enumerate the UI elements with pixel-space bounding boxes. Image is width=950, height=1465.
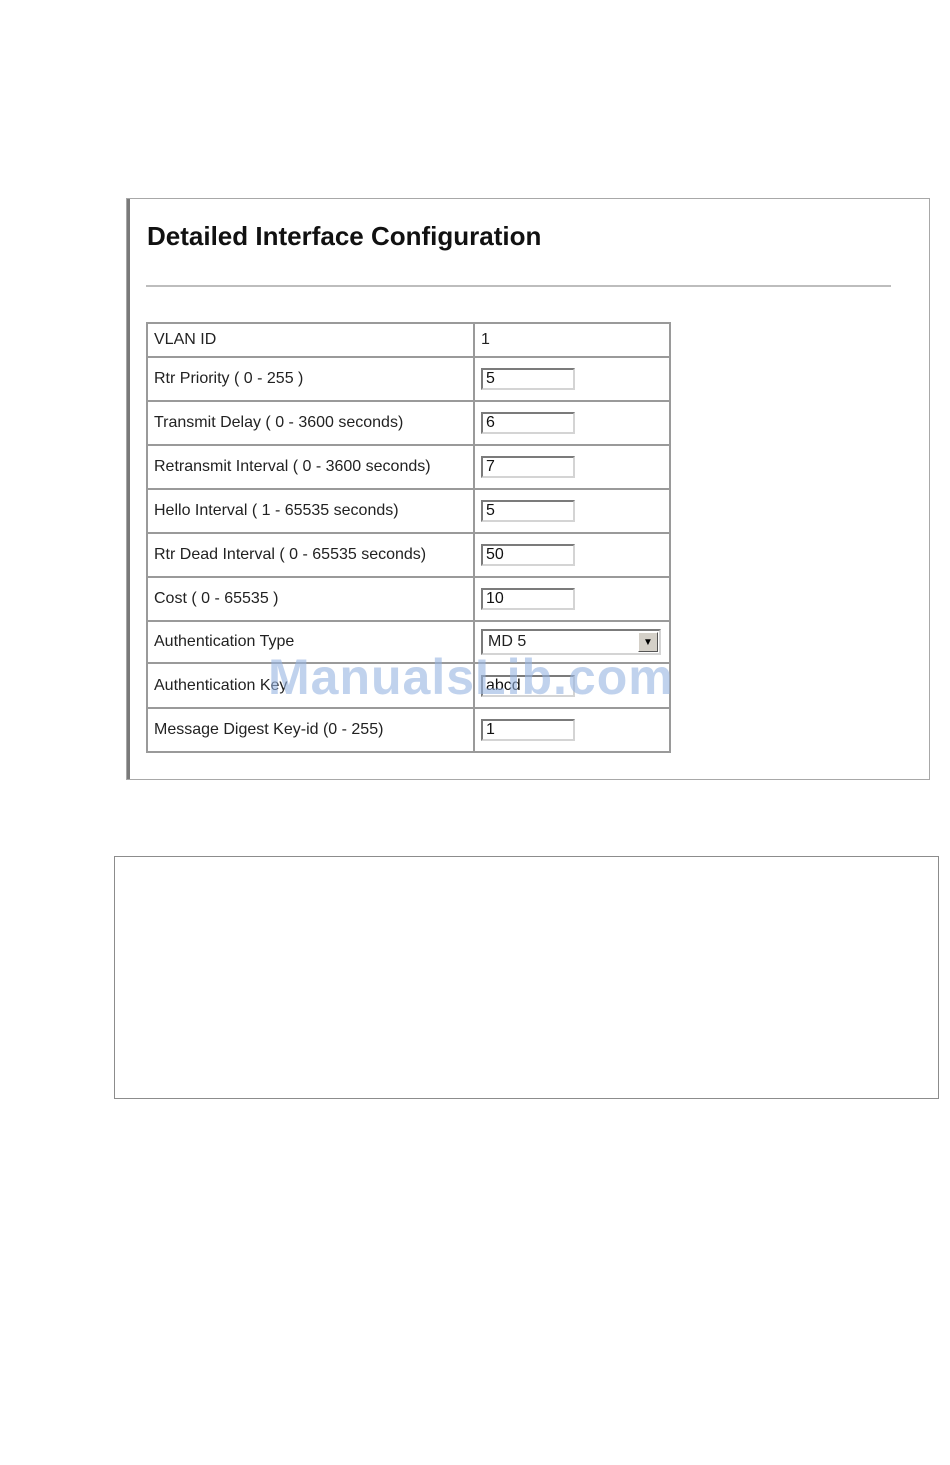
chevron-down-icon[interactable]: ▼ xyxy=(638,632,658,652)
retransmit-interval-input[interactable] xyxy=(481,456,575,478)
config-row-rtr-dead-interval xyxy=(147,533,670,577)
field-label: Transmit Delay ( 0 - 3600 seconds) xyxy=(147,401,474,445)
select-value: MD 5 xyxy=(488,633,527,650)
authentication-key-input[interactable] xyxy=(481,675,575,697)
field-value-cell xyxy=(474,401,670,445)
config-panel xyxy=(126,198,930,780)
field-value-cell xyxy=(474,533,670,577)
field-label: Rtr Priority ( 0 - 255 ) xyxy=(147,357,474,401)
field-label: Rtr Dead Interval ( 0 - 65535 seconds) xyxy=(147,533,474,577)
config-row-transmit-delay xyxy=(147,401,670,445)
field-value-cell xyxy=(474,357,670,401)
config-row-vlan-id xyxy=(147,323,670,357)
message-digest-key-id-input[interactable] xyxy=(481,719,575,741)
field-label: Authentication Type xyxy=(147,621,474,663)
field-label: VLAN ID xyxy=(147,323,474,357)
transmit-delay-input[interactable] xyxy=(481,412,575,434)
field-value-cell xyxy=(474,445,670,489)
field-label: Authentication Key xyxy=(147,663,474,708)
empty-box xyxy=(114,856,939,1099)
title-divider xyxy=(146,285,891,287)
interface-config-table xyxy=(146,322,671,753)
field-value-cell xyxy=(474,489,670,533)
field-label: Hello Interval ( 1 - 65535 seconds) xyxy=(147,489,474,533)
page-title: Detailed Interface Configuration xyxy=(147,221,542,251)
config-row-cost xyxy=(147,577,670,621)
config-row-hello-interval xyxy=(147,489,670,533)
config-row-retransmit-interval xyxy=(147,445,670,489)
field-label: Cost ( 0 - 65535 ) xyxy=(147,577,474,621)
authentication-type-select[interactable] xyxy=(481,629,661,655)
field-value-cell xyxy=(474,323,670,357)
field-value-cell xyxy=(474,708,670,752)
field-value-cell xyxy=(474,577,670,621)
config-row-authentication-key xyxy=(147,663,670,708)
config-row-authentication-type xyxy=(147,621,670,663)
rtr-dead-interval-input[interactable] xyxy=(481,544,575,566)
config-row-rtr-priority xyxy=(147,357,670,401)
field-value-cell xyxy=(474,621,670,663)
config-row-message-digest-key-id xyxy=(147,708,670,752)
rtr-priority-input[interactable] xyxy=(481,368,575,390)
cost-input[interactable] xyxy=(481,588,575,610)
field-value-cell xyxy=(474,663,670,708)
field-label: Message Digest Key-id (0 - 255) xyxy=(147,708,474,752)
hello-interval-input[interactable] xyxy=(481,500,575,522)
field-label: Retransmit Interval ( 0 - 3600 seconds) xyxy=(147,445,474,489)
vlan-id-value: 1 xyxy=(481,331,490,348)
watermark: ManualsLib.com xyxy=(268,649,674,705)
